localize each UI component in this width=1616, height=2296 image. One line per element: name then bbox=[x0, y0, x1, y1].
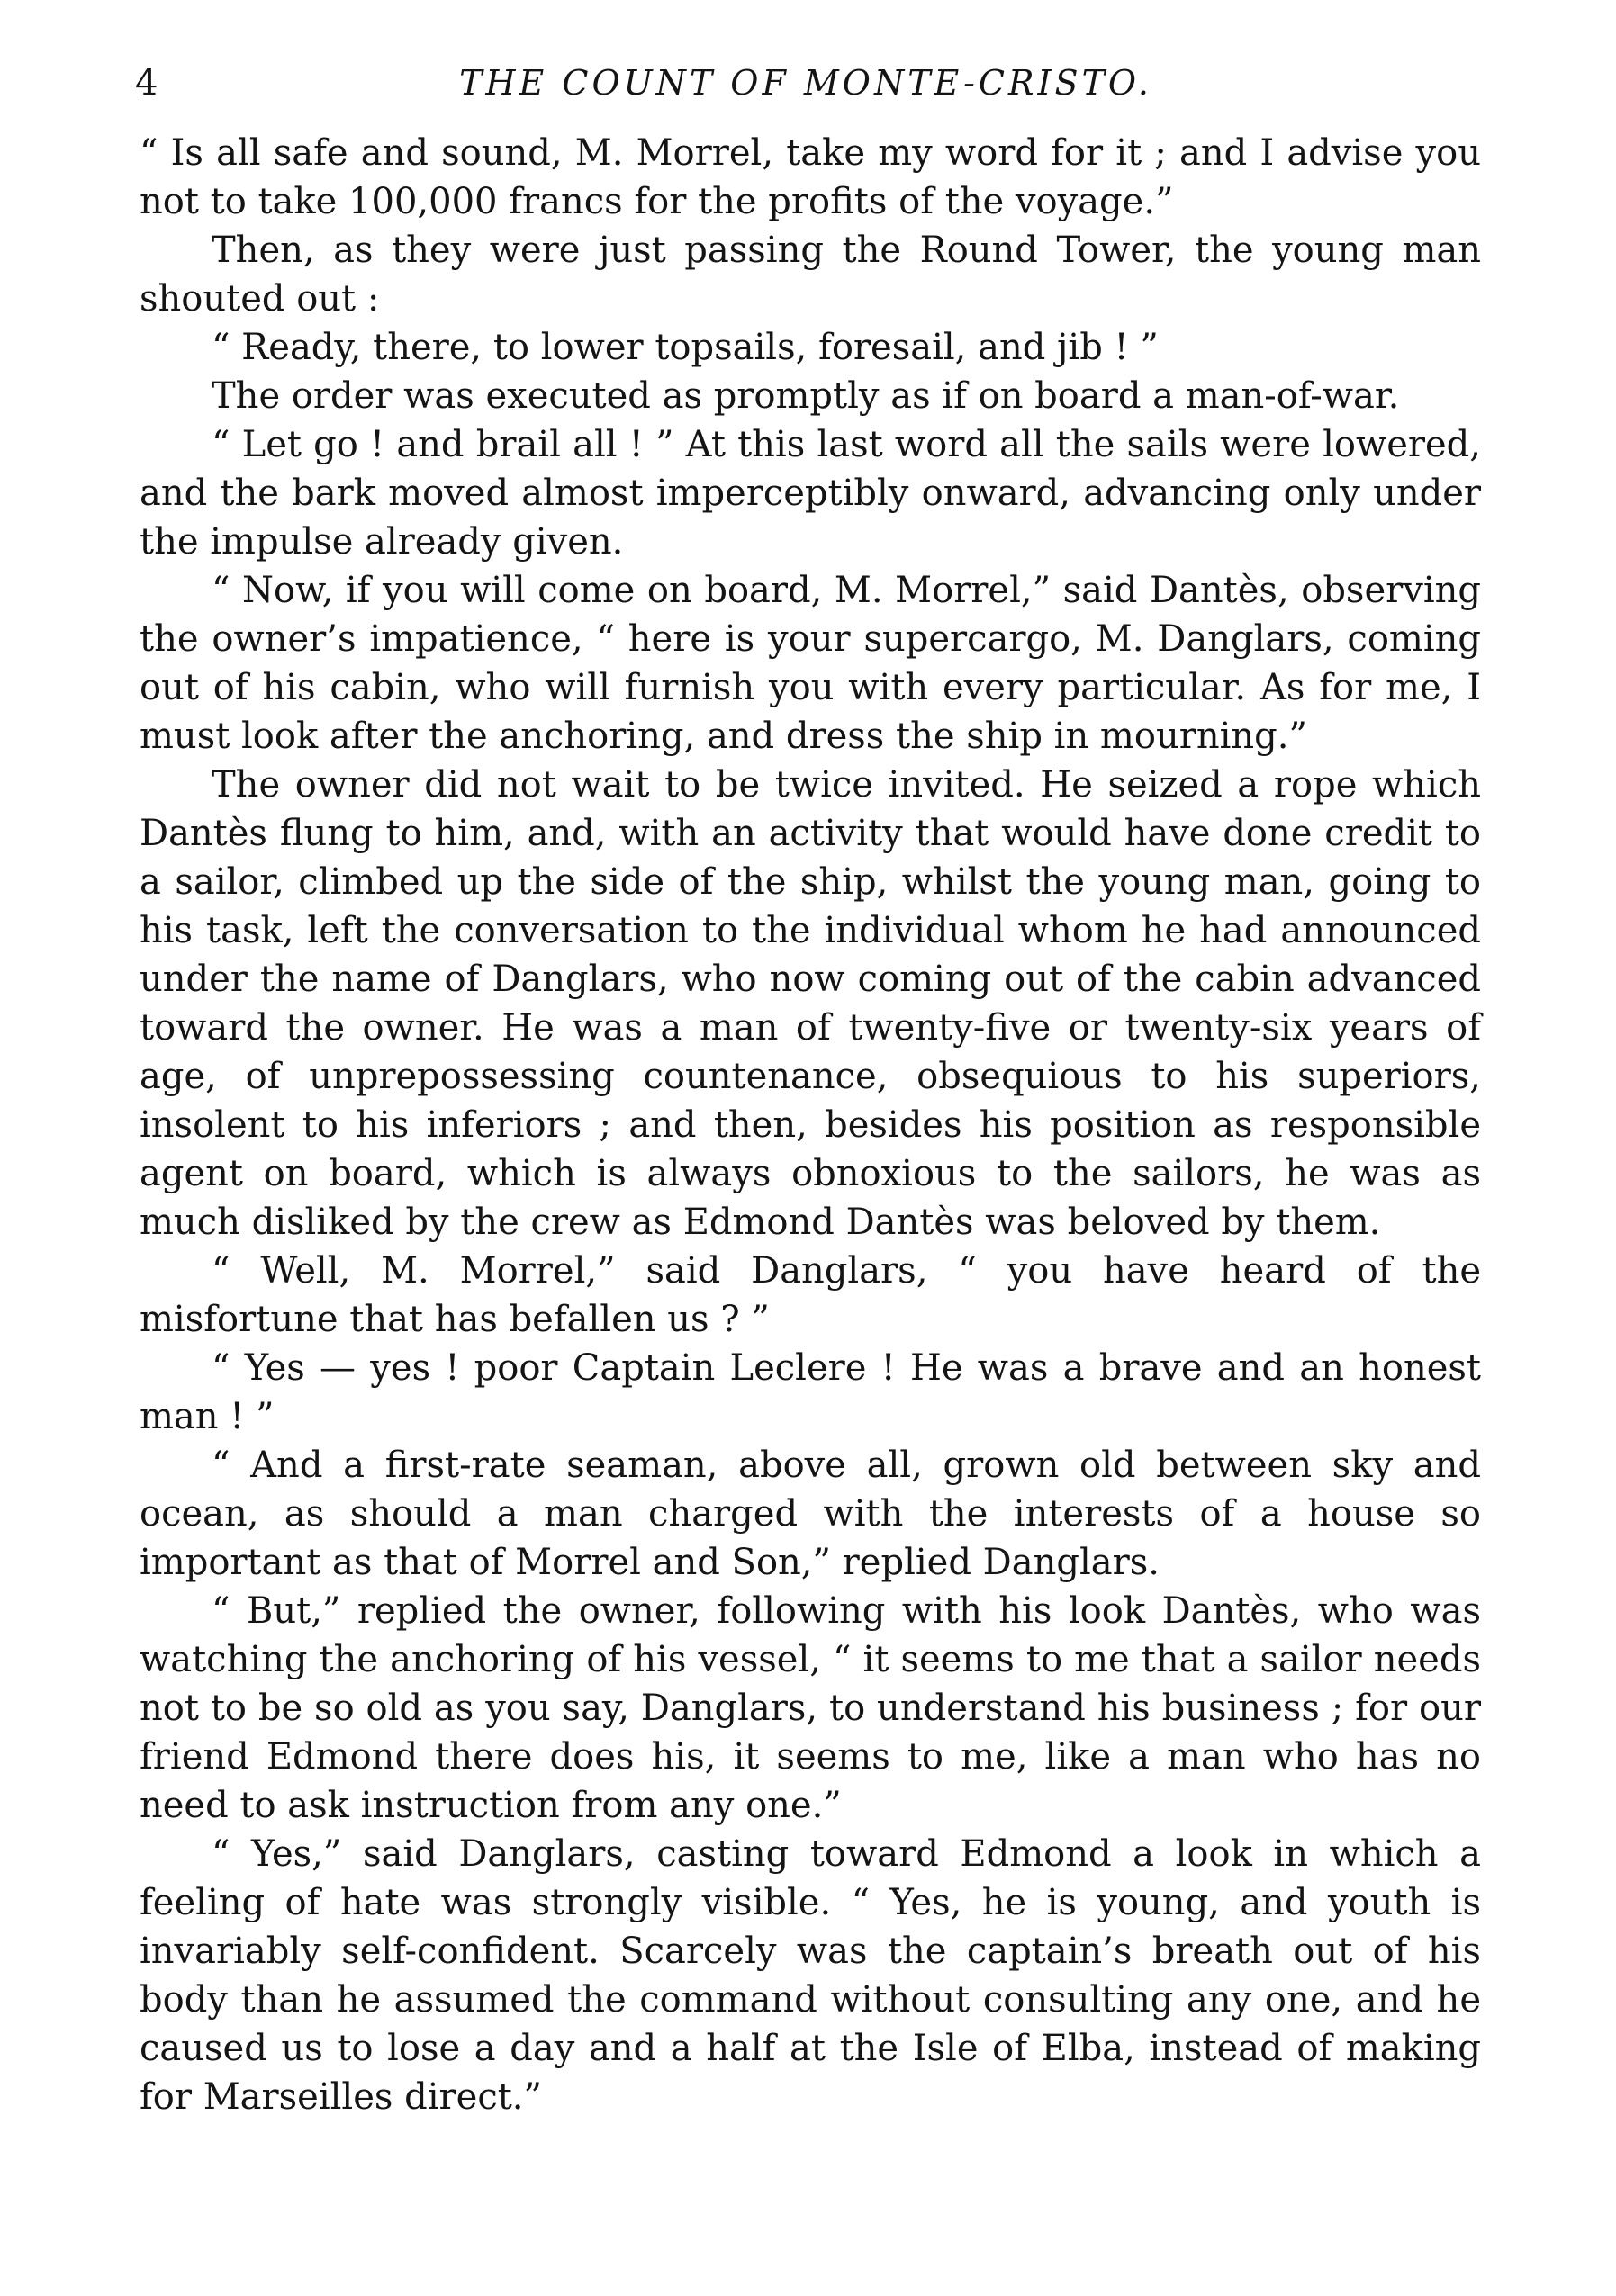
paragraph: “ Now, if you will come on board, M. Morrel,” said Dantès, observing the owner’s impatience, “ here is your supercargo, M. Danglars, coming out of his cabin, who will furnish you with every particular. As for me, I must look after the anchoring, and dress the ship in mourning.” bbox=[140, 570, 1481, 757]
paragraph: “ But,” replied the owner, following with his look Dantès, who was watching the anchoring of his vessel, “ it seems to me that a sailor needs not to be so old as you say, Danglars, to understand his business ; for our friend Edmond there does his, it seems to me, like a man who has no need to ask instruction from any one.” bbox=[140, 1590, 1481, 1826]
paragraph: The order was executed as promptly as if on board a man-of-war. bbox=[212, 375, 1400, 417]
paragraph: Then, as they were just passing the Round Tower, the young man shouted out : bbox=[140, 230, 1481, 320]
body-text bbox=[140, 129, 1481, 2121]
page-number: 4 bbox=[135, 62, 158, 104]
paragraph: The owner did not wait to be twice invited. He seized a rope which Dantès flung to him, and, with an activity that would have done credit to a sailor, climbed up the side of the ship, whilst the young man, going to his task, left the conversation to the individual whom he had announced under the name of Danglars, who now coming out of the cabin advanced toward the owner. He was a man of twenty-five or twenty-six years of age, of unprepossessing countenance, obsequious to his superiors, insolent to his inferiors ; and then, besides his position as responsible agent on board, which is always obnoxious to the sailors, he was as much disliked by the crew as Edmond Dantès was beloved by them. bbox=[140, 764, 1481, 1243]
paragraph: “ And a first-rate seaman, above all, grown old between sky and ocean, as should a man charged with the interests of a house so important as that of Morrel and Son,” replied Danglars. bbox=[140, 1445, 1481, 1583]
book-title: THE COUNT OF MONTE-CRISTO. bbox=[459, 63, 1152, 103]
paragraph: “ Ready, there, to lower topsails, foresail, and jib ! ” bbox=[212, 327, 1159, 368]
paragraph: “ Yes,” said Danglars, casting toward Edmond a look in which a feeling of hate was strongly visible. “ Yes, he is young, and youth is invariably self-confident. Scarcely was the captain’s breath out of his body than he assumed the command without consulting any one, and he caused us to lose a day and a half at the Isle of Elba, instead of making for Marseilles direct.” bbox=[140, 1833, 1481, 2118]
paragraph: “ Is all safe and sound, M. Morrel, take my word for it ; and I advise you not to take 100,000 francs for the profits of the voyage.” bbox=[140, 132, 1481, 222]
running-head bbox=[135, 56, 1476, 110]
paragraph: “ Yes — yes ! poor Captain Leclere ! He was a brave and an honest man ! ” bbox=[140, 1347, 1481, 1437]
paragraph: “ Let go ! and brail all ! ” At this last word all the sails were lowered, and the bark moved almost imperceptibly onward, advancing only under the impulse already given. bbox=[140, 424, 1481, 563]
paragraph: “ Well, M. Morrel,” said Danglars, “ you have heard of the misfortune that has befallen us ? ” bbox=[140, 1250, 1481, 1340]
